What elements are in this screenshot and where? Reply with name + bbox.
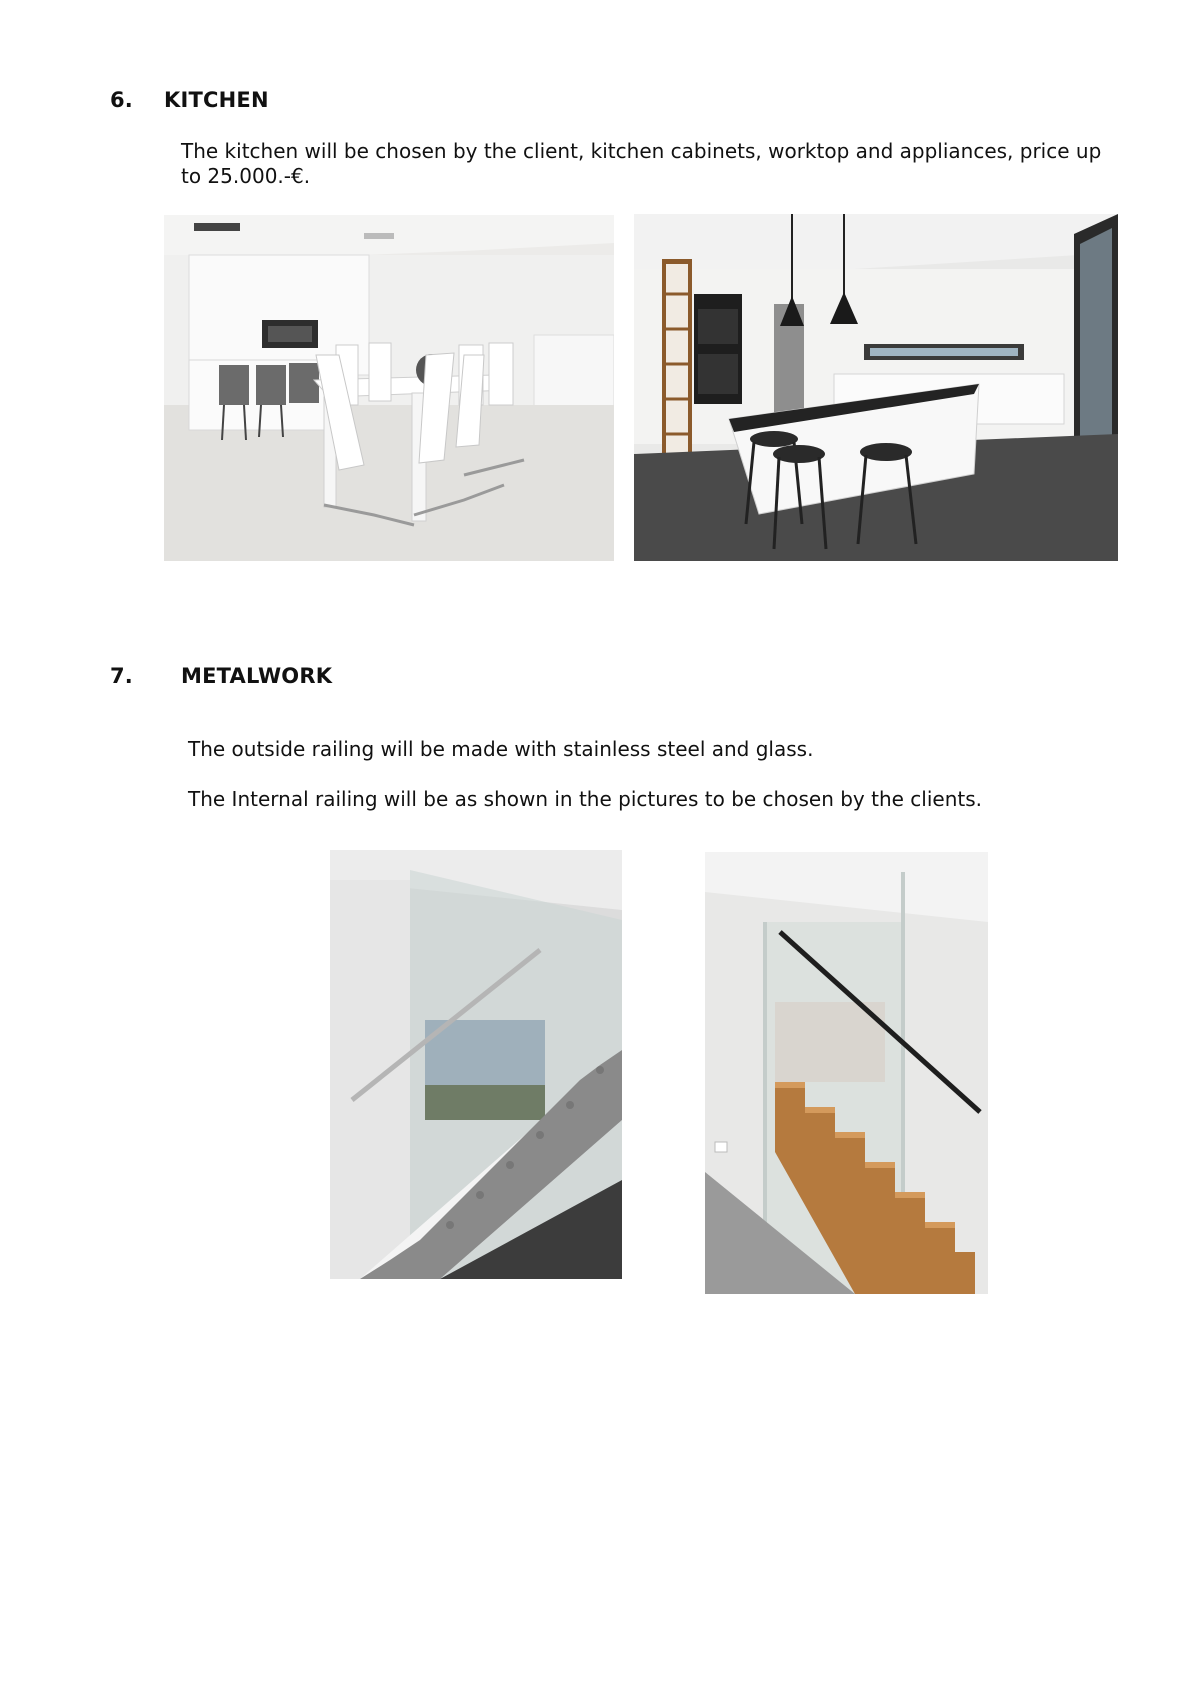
section-7-heading: METALWORK [181,664,333,688]
section-7-paragraph-outside: The outside railing will be made with stainless steel and glass. [188,737,814,761]
section-6-number: 6. [110,88,133,112]
section-6-heading: KITCHEN [164,88,269,112]
kitchen-island-photo [634,214,1118,561]
section-7-paragraph-internal: The Internal railing will be as shown in the pictures to be chosen by the clients. [188,787,983,811]
kitchen-dining-photo [164,215,614,561]
glass-railing-grey-stairs-photo [330,850,622,1279]
glass-railing-wooden-stairs-photo [705,852,988,1294]
section-6-paragraph: The kitchen will be chosen by the client, kitchen cabinets, worktop and appliances, price up to 25.000.-€. [181,139,1102,188]
section-7-number: 7. [110,664,133,688]
